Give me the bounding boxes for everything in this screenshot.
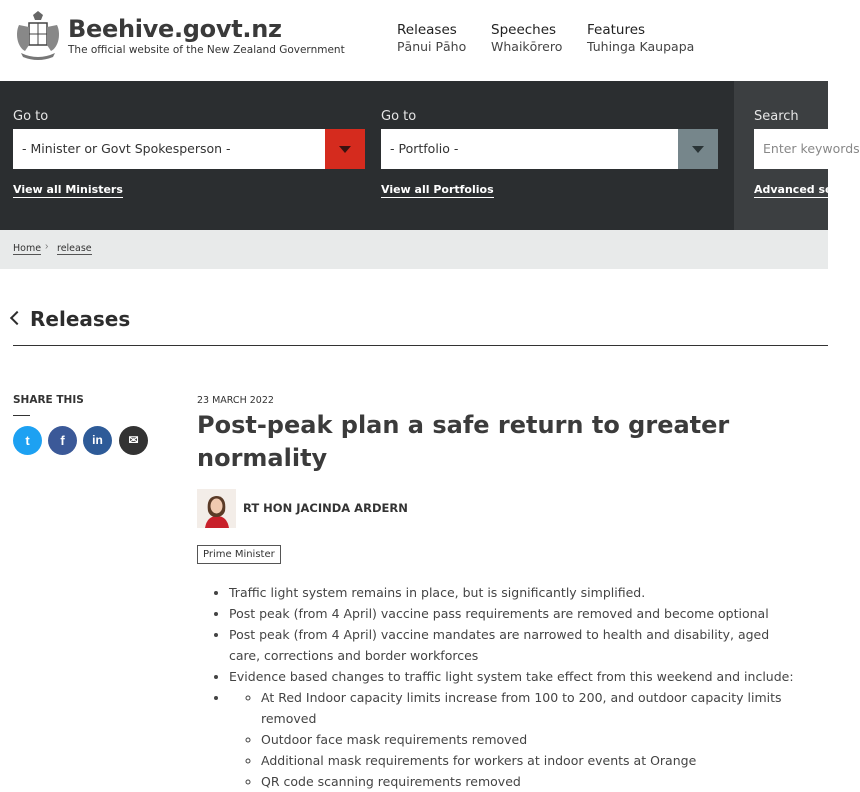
- nav-features[interactable]: [587, 22, 694, 54]
- view-all-ministers-link[interactable]: View all Ministers: [13, 183, 123, 196]
- breadcrumb-release[interactable]: release: [57, 243, 92, 254]
- nav-releases[interactable]: [397, 22, 466, 54]
- list-item: ◦ QR code scanning requirements removed: [261, 771, 797, 792]
- page-title: Post-peak plan a safe return to greater normality: [197, 411, 730, 472]
- divider: [13, 415, 30, 416]
- nav-label-en: Speeches: [491, 22, 557, 38]
- nav-label-mi: Tuhinga Kaupapa: [587, 39, 695, 54]
- linkedin-icon: in: [92, 433, 103, 447]
- portfolio-select-value: - Portfolio -: [390, 141, 459, 156]
- breadcrumb-separator-icon: ›: [45, 241, 49, 252]
- linkedin-share-button[interactable]: [83, 426, 112, 455]
- minister-select-button[interactable]: [325, 129, 365, 169]
- sub-bullet-list: [229, 687, 797, 792]
- minister-goto-label: Go to: [13, 109, 49, 124]
- back-to-releases-link[interactable]: [12, 307, 130, 331]
- bullet-list: [197, 582, 797, 792]
- twitter-icon: t: [25, 433, 30, 448]
- nav-label-mi: Whaikōrero: [491, 39, 563, 54]
- breadcrumb-home[interactable]: Home: [13, 243, 42, 254]
- share-title: SHARE THIS: [13, 394, 84, 406]
- breadcrumb: [0, 230, 828, 269]
- site-header: [0, 0, 828, 81]
- nav-label-en: Features: [587, 22, 646, 38]
- nz-coat-of-arms-logo[interactable]: [13, 11, 63, 59]
- list-item: ◦ • At Red Indoor capacity limits increase from 100 to 200, and outdoor capacity limits removed: [261, 687, 797, 729]
- facebook-icon: f: [60, 433, 65, 448]
- minister-avatar[interactable]: [197, 489, 236, 528]
- list-item: [229, 687, 797, 792]
- list-item: ◦ Outdoor face mask requirements removed: [261, 729, 797, 750]
- search-label: Search: [754, 109, 799, 124]
- back-label: Releases: [30, 307, 131, 331]
- release-date: 23 MARCH 2022: [197, 395, 274, 406]
- view-all-portfolios-link[interactable]: View all Portfolios: [381, 183, 494, 196]
- list-item: • Post peak (from 4 April) vaccine mandates are narrowed to health and disability, aged care, corrections and border workforces: [229, 624, 797, 666]
- twitter-share-button[interactable]: [13, 426, 42, 455]
- avatar-image: [197, 489, 236, 528]
- list-item: • Post peak (from 4 April) vaccine pass requirements are removed and become optional: [229, 603, 797, 624]
- advanced-search-link[interactable]: Advanced search: [754, 183, 860, 196]
- email-share-button[interactable]: [119, 426, 148, 455]
- email-icon: ✉: [128, 433, 139, 447]
- minister-name[interactable]: RT HON JACINDA ARDERN: [243, 501, 408, 515]
- chevron-left-icon: [10, 311, 24, 325]
- minister-select-value: - Minister or Govt Spokesperson -: [22, 141, 231, 156]
- nav-speeches[interactable]: [491, 22, 562, 54]
- site-title[interactable]: Beehive.govt.nz: [68, 15, 282, 43]
- chevron-down-icon: [692, 146, 704, 153]
- article-body: [197, 582, 797, 792]
- nav-label-mi: Pānui Pāho: [397, 39, 467, 54]
- search-input[interactable]: [754, 129, 860, 169]
- nav-label-en: Releases: [397, 22, 457, 38]
- minister-select[interactable]: [13, 129, 365, 169]
- portfolio-tag[interactable]: Prime Minister: [197, 545, 281, 564]
- portfolio-select-button[interactable]: [678, 129, 718, 169]
- divider: [13, 345, 828, 346]
- site-subtitle: The official website of the New Zealand Government: [68, 44, 345, 56]
- list-item: • Traffic light system remains in place, but is significantly simplified.: [229, 582, 797, 603]
- portfolio-select[interactable]: [381, 129, 718, 169]
- portfolio-goto-label: Go to: [381, 109, 417, 124]
- search-placeholder: Enter keywords: [763, 141, 860, 156]
- list-item: • Evidence based changes to traffic light system take effect from this weekend and include:: [229, 666, 797, 687]
- list-item: ◦ Additional mask requirements for workers at indoor events at Orange: [261, 750, 797, 771]
- chevron-down-icon: [339, 146, 351, 153]
- facebook-share-button[interactable]: [48, 426, 77, 455]
